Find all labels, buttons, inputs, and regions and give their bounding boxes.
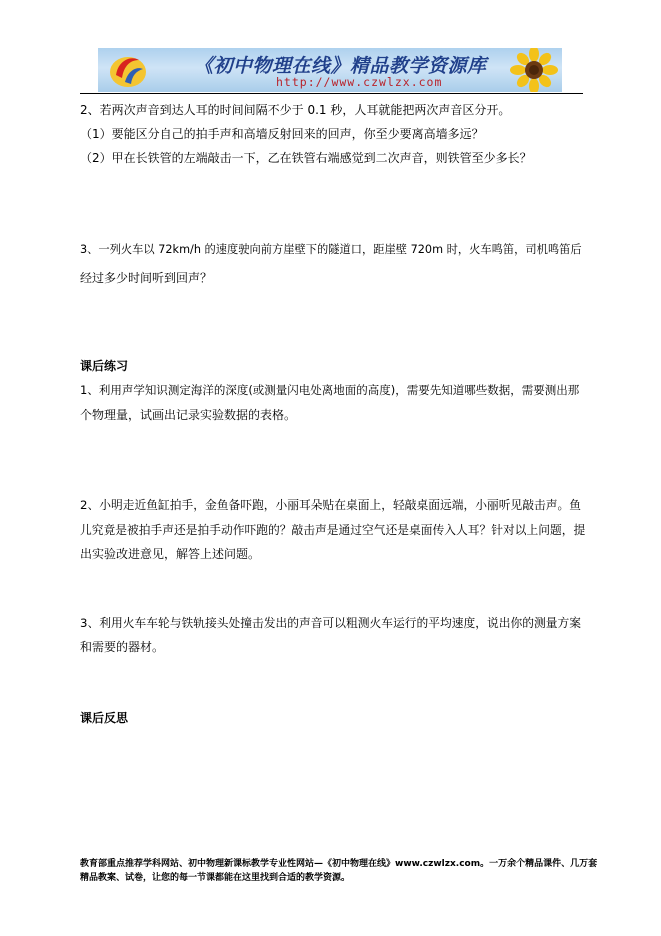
after-class-heading: 课后练习 bbox=[80, 359, 129, 373]
practice-1-line-1: 1、利用声学知识测定海洋的深度(或测量闪电处离地面的高度)，需要先知道哪些数据，需要测出那 bbox=[80, 383, 580, 397]
question-2: 2、若两次声音到达人耳的时间间隔不少于 0.1 秒，人耳就能把两次声音区分开。 bbox=[80, 103, 511, 117]
practice-2-line-2: 儿究竟是被拍手声还是拍手动作吓跑的？敲击声是通过空气还是桌面传入人耳？针对以上问题，提 bbox=[80, 523, 586, 537]
site-logo-icon bbox=[108, 51, 148, 89]
question-2-part-1: （1）要能区分自己的拍手声和高墙反射回来的回声，你至少要离高墙多远？ bbox=[80, 127, 484, 141]
practice-3-line-2: 和需要的器材。 bbox=[80, 640, 165, 654]
header-divider bbox=[80, 93, 583, 94]
question-3-line-1: 3、一列火车以 72km/h 的速度驶向前方崖壁下的隧道口，距崖壁 720m 时，火车鸣笛，司机鸣笛后 bbox=[80, 243, 582, 256]
practice-2-line-1: 2、小明走近鱼缸拍手，金鱼备吓跑，小丽耳朵贴在桌面上，轻敲桌面远端，小丽听见敲击声。鱼 bbox=[80, 498, 581, 512]
practice-1-line-2: 个物理量，试画出记录实验数据的表格。 bbox=[80, 408, 297, 422]
header-banner bbox=[98, 48, 562, 92]
question-3-line-2: 经过多少时间听到回声？ bbox=[80, 271, 213, 285]
sunflower-icon bbox=[500, 48, 558, 92]
banner-url[interactable]: http://www.czwlzx.com bbox=[276, 75, 443, 89]
page-footer: 教育部重点推荐学科网站、初中物理新课标教学专业性网站—《初中物理在线》www.czwlzx.com。一万余个精品课件、几万套精品教案、试卷，让您的每一节课都能在这里找到合适的教学资源。 bbox=[80, 859, 598, 883]
reflection-heading: 课后反思 bbox=[80, 711, 129, 725]
banner-title: 《初中物理在线》精品教学资源库 bbox=[194, 55, 487, 77]
practice-2-line-3: 出实验改进意见，解答上述问题。 bbox=[80, 547, 261, 561]
practice-3-line-1: 3、利用火车车轮与铁轨接头处撞击发出的声音可以粗测火车运行的平均速度，说出你的测量方案 bbox=[80, 616, 581, 630]
question-2-part-2: （2）甲在长铁管的左端敲击一下，乙在铁管右端感觉到二次声音，则铁管至少多长？ bbox=[80, 151, 532, 165]
